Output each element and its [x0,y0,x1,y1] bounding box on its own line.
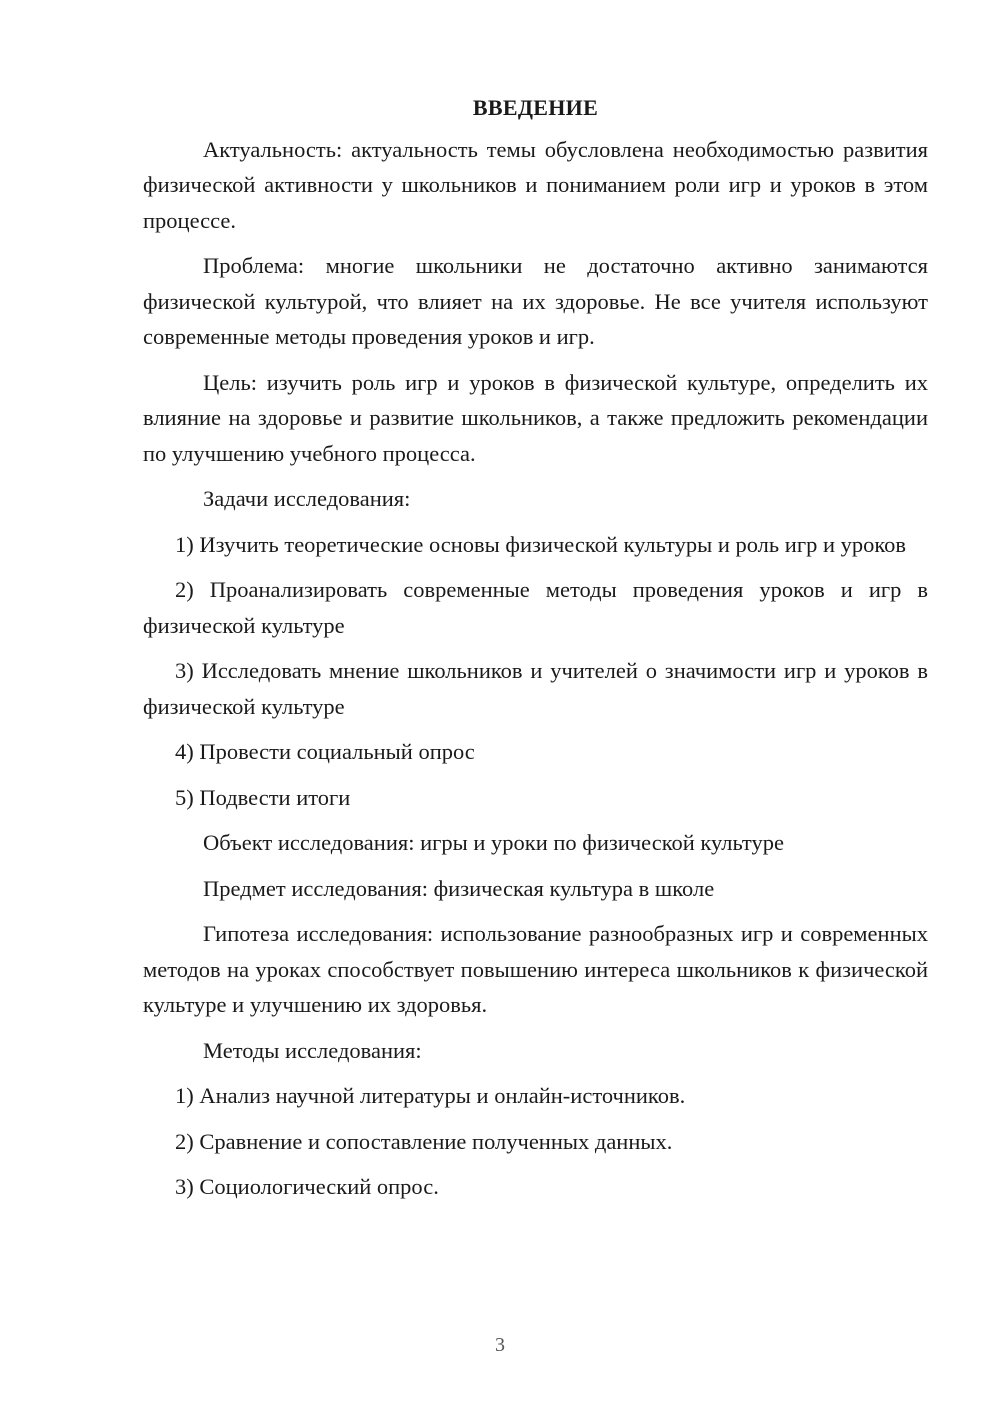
method-item: 2) Сравнение и сопоставление полученных данных. [175,1128,673,1154]
task-item: 3) Исследовать мнение школьников и учителей о значимости игр и уроков в физической культуре [143,658,928,719]
subject-paragraph: Предмет исследования: физическая культура в школе [203,875,715,901]
page-content [143,90,928,1215]
methods-heading: Методы исследования: [203,1037,422,1063]
tasks-heading: Задачи исследования: [203,486,411,511]
task-item: 5) Подвести итоги [175,784,351,810]
method-item: 1) Анализ научной литературы и онлайн-источников. [175,1083,686,1108]
goal-paragraph: Цель: изучить роль игр и уроков в физической культуре, определить их влияние на здоровье и развитие школьников, а также предложить рекомендации по улучшению учебного процесса. [143,369,928,466]
relevance-paragraph: Актуальность: актуальность темы обусловлена необходимостью развития физической активности у школьников и пониманием роли игр и уроков в этом процессе. [143,136,928,233]
object-paragraph: Объект исследования: игры и уроки по физической культуре [203,830,784,855]
task-item: 4) Провести социальный опрос [175,739,475,764]
hypothesis-paragraph: Гипотеза исследования: использование разнообразных игр и современных методов на уроках способствует повышению интереса школьников к физической культуре и улучшению их здоровья. [143,921,928,1017]
method-item: 3) Социологический опрос. [175,1174,439,1199]
page-number: 3 [495,1334,505,1356]
page-title: ВВЕДЕНИЕ [472,95,599,120]
task-item: 1) Изучить теоретические основы физической культуры и роль игр и уроков [175,531,907,557]
task-item: 2) Проанализировать современные методы проведения уроков и игр в физической культуре [143,577,928,638]
problem-paragraph: Проблема: многие школьники не достаточно активно занимаются физической культурой, что влияет на их здоровье. Не все учителя используют современные методы проведения уроков и игр. [143,253,928,349]
